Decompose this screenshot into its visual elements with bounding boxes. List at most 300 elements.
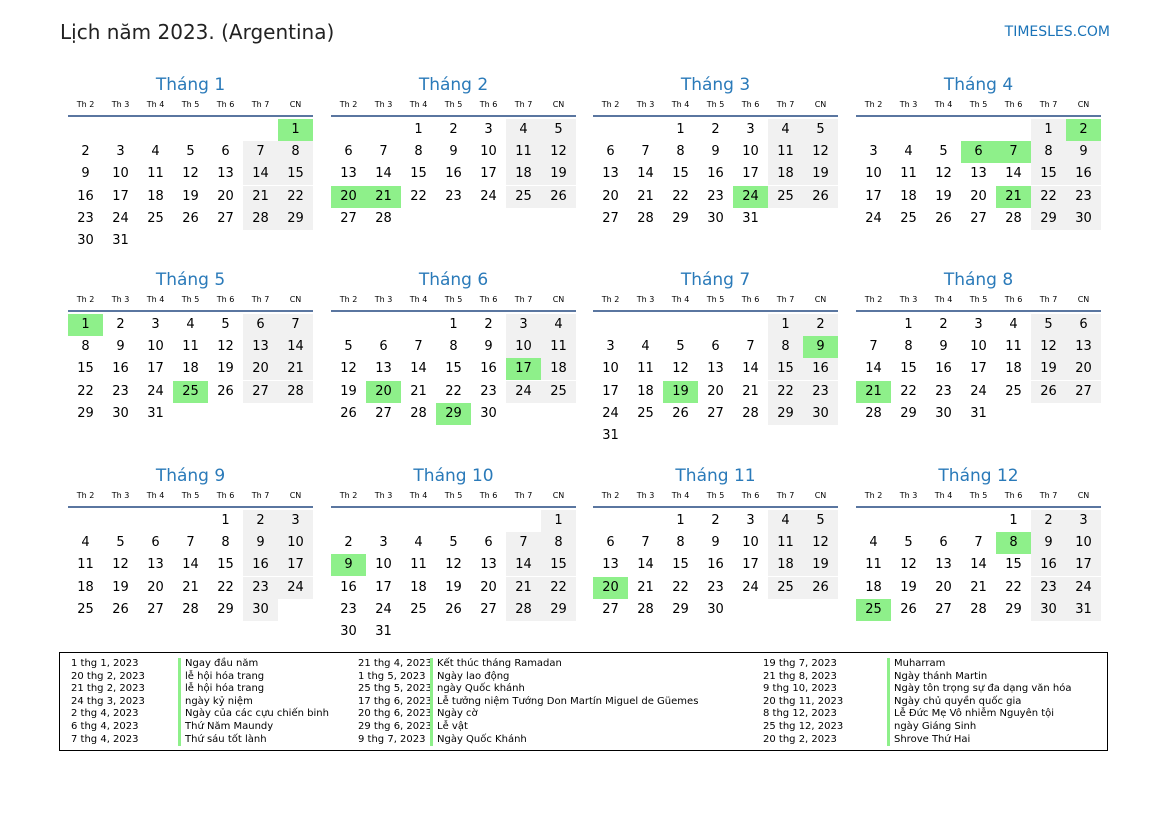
day-cell: 12 bbox=[900, 557, 917, 573]
day-cell: 6 bbox=[379, 339, 388, 355]
day-cell: 18 bbox=[900, 188, 917, 204]
legend-entry bbox=[71, 683, 329, 696]
weekday-label: Th 4 bbox=[409, 100, 428, 109]
day-cell: 22 bbox=[217, 579, 234, 595]
month-8 bbox=[856, 270, 1101, 421]
weekday-label: Th 7 bbox=[776, 100, 795, 109]
day-cell: 17 bbox=[480, 166, 497, 182]
day-cell: 19 bbox=[445, 579, 462, 595]
day-cell: 4 bbox=[151, 144, 160, 160]
legend-entry bbox=[358, 708, 698, 721]
day-cell: 1 bbox=[768, 314, 803, 336]
day-cell: 7 bbox=[746, 339, 755, 355]
day-cell: 16 bbox=[1031, 554, 1066, 576]
day-cell: 3 bbox=[974, 317, 983, 332]
weekday-label: Th 6 bbox=[479, 491, 498, 500]
day-cell: 22 bbox=[1031, 186, 1066, 208]
day-cell: 6 bbox=[606, 535, 615, 551]
day-cell: 9 bbox=[81, 166, 90, 182]
day-cell: 29 bbox=[900, 405, 917, 421]
day-cell: 21 bbox=[637, 188, 654, 204]
holiday-day-cell: 20 bbox=[366, 381, 401, 403]
weekday-label: CN bbox=[1077, 100, 1090, 109]
legend-column bbox=[71, 658, 329, 746]
page-title: Lịch năm 2023. (Argentina) bbox=[60, 20, 335, 44]
weekday-label: Th 2 bbox=[339, 100, 358, 109]
day-cell: 4 bbox=[641, 339, 650, 355]
day-cell: 17 bbox=[970, 361, 987, 377]
holiday-date: 24 thg 3, 2023 bbox=[71, 695, 145, 707]
month-10 bbox=[331, 466, 576, 639]
legend-entry bbox=[358, 734, 698, 747]
day-cell: 29 bbox=[217, 601, 234, 617]
day-cell: 24 bbox=[1066, 577, 1101, 599]
holiday-date: 17 thg 6, 2023 bbox=[358, 695, 432, 707]
day-cell: 11 bbox=[900, 166, 917, 182]
day-cell: 14 bbox=[1005, 166, 1022, 182]
day-cell: 6 bbox=[344, 144, 353, 160]
day-cell: 12 bbox=[445, 557, 462, 573]
day-cell: 27 bbox=[935, 601, 952, 617]
day-cell: 24 bbox=[970, 383, 987, 399]
holiday-date: 21 thg 8, 2023 bbox=[763, 670, 837, 682]
holiday-date: 29 thg 6, 2023 bbox=[358, 720, 432, 732]
day-cell: 29 bbox=[672, 210, 689, 226]
day-cell: 15 bbox=[1005, 557, 1022, 573]
day-cell: 28 bbox=[1005, 210, 1022, 226]
day-cell: 22 bbox=[77, 383, 94, 399]
day-cell: 24 bbox=[278, 577, 313, 599]
month-name: Tháng 8 bbox=[943, 270, 1014, 290]
day-cell: 23 bbox=[445, 188, 462, 204]
day-cell: 8 bbox=[768, 336, 803, 358]
holiday-name: Ngày Quốc Khánh bbox=[430, 734, 527, 747]
day-cell: 7 bbox=[869, 339, 878, 355]
day-cell: 14 bbox=[182, 557, 199, 573]
day-cell: 14 bbox=[375, 166, 392, 182]
day-cell: 31 bbox=[147, 405, 164, 421]
day-cell: 5 bbox=[904, 535, 913, 551]
day-cell: 21 bbox=[637, 579, 654, 595]
day-cell: 13 bbox=[340, 166, 357, 182]
weekday-header bbox=[331, 490, 576, 508]
day-cell: 23 bbox=[803, 381, 838, 403]
day-cell: 5 bbox=[803, 510, 838, 532]
day-cell: 26 bbox=[900, 601, 917, 617]
holiday-name: lễ hội hóa trang bbox=[178, 683, 264, 696]
weekday-label: Th 7 bbox=[251, 491, 270, 500]
weekday-label: CN bbox=[289, 100, 302, 109]
weekday-label: Th 2 bbox=[601, 100, 620, 109]
month-name: Tháng 10 bbox=[413, 466, 494, 486]
day-cell: 12 bbox=[672, 361, 689, 377]
day-cell: 28 bbox=[970, 601, 987, 617]
weekday-label: CN bbox=[289, 491, 302, 500]
holiday-name: Lễ Đức Mẹ Vô nhiễm Nguyên tội bbox=[887, 708, 1054, 721]
holiday-name: lễ hội hóa trang bbox=[178, 671, 264, 684]
legend-column bbox=[358, 658, 698, 746]
legend-entry bbox=[71, 671, 329, 684]
legend-entry bbox=[763, 734, 1072, 747]
weekday-label: CN bbox=[814, 100, 827, 109]
day-cell: 13 bbox=[480, 557, 497, 573]
weekday-label: Th 2 bbox=[76, 295, 95, 304]
day-cell: 8 bbox=[676, 535, 685, 551]
holiday-date: 20 thg 2, 2023 bbox=[763, 733, 837, 745]
day-cell: 16 bbox=[1066, 163, 1101, 185]
day-cell: 30 bbox=[340, 624, 357, 639]
weekday-label: Th 6 bbox=[479, 295, 498, 304]
day-cell: 5 bbox=[1031, 314, 1066, 336]
day-cell: 11 bbox=[768, 141, 803, 163]
weekday-header bbox=[331, 99, 576, 117]
legend-entry bbox=[358, 683, 698, 696]
holiday-day-cell: 1 bbox=[68, 314, 103, 336]
day-cell: 29 bbox=[1031, 208, 1066, 230]
weekday-label: Th 6 bbox=[741, 100, 760, 109]
day-cell: 12 bbox=[541, 141, 576, 163]
day-cell: 13 bbox=[1066, 336, 1101, 358]
day-cell: 6 bbox=[484, 535, 493, 551]
day-cell: 25 bbox=[637, 405, 654, 421]
day-cell: 6 bbox=[1066, 314, 1101, 336]
day-cell: 5 bbox=[116, 535, 125, 551]
day-cell: 21 bbox=[243, 186, 278, 208]
day-cell: 1 bbox=[449, 317, 458, 332]
weekday-label: Th 6 bbox=[1004, 100, 1023, 109]
day-cell: 10 bbox=[506, 336, 541, 358]
holiday-date: 20 thg 11, 2023 bbox=[763, 695, 844, 707]
weekday-label: Th 3 bbox=[111, 491, 130, 500]
day-cell: 5 bbox=[344, 339, 353, 355]
day-cell: 27 bbox=[707, 405, 724, 421]
day-cell: 28 bbox=[865, 405, 882, 421]
day-cell: 3 bbox=[746, 122, 755, 137]
month-7 bbox=[593, 270, 838, 443]
month-name: Tháng 1 bbox=[155, 75, 226, 95]
day-cell: 28 bbox=[375, 210, 392, 226]
day-cell: 12 bbox=[340, 361, 357, 377]
legend-entry bbox=[71, 708, 329, 721]
weekday-label: Th 6 bbox=[479, 100, 498, 109]
day-cell: 3 bbox=[1066, 510, 1101, 532]
day-cell: 3 bbox=[484, 122, 493, 137]
day-cell: 8 bbox=[1031, 141, 1066, 163]
weekday-label: Th 3 bbox=[636, 295, 655, 304]
day-cell: 3 bbox=[746, 513, 755, 528]
day-cell: 14 bbox=[637, 166, 654, 182]
day-cell: 3 bbox=[278, 510, 313, 532]
day-cell: 25 bbox=[768, 186, 803, 208]
day-cell: 27 bbox=[480, 601, 497, 617]
day-cell: 24 bbox=[742, 579, 759, 595]
holiday-name: Lễ tưởng niệm Tướng Don Martín Miguel de Güemes bbox=[430, 696, 698, 709]
weekday-label: Th 5 bbox=[706, 491, 725, 500]
legend-entry bbox=[763, 683, 1072, 696]
holiday-date: 19 thg 7, 2023 bbox=[763, 658, 837, 669]
day-cell: 5 bbox=[676, 339, 685, 355]
day-cell: 16 bbox=[935, 361, 952, 377]
day-cell: 21 bbox=[182, 579, 199, 595]
holiday-day-cell: 20 bbox=[593, 577, 628, 599]
day-cell: 18 bbox=[1005, 361, 1022, 377]
weekday-label: Th 2 bbox=[864, 491, 883, 500]
day-cell: 4 bbox=[1009, 317, 1018, 332]
day-cell: 13 bbox=[217, 166, 234, 182]
holiday-day-cell: 21 bbox=[366, 186, 401, 208]
weekday-label: Th 3 bbox=[899, 491, 918, 500]
holiday-date: 2 thg 4, 2023 bbox=[71, 708, 139, 720]
day-cell: 17 bbox=[375, 579, 392, 595]
weekday-label: Th 4 bbox=[146, 295, 165, 304]
day-cell: 29 bbox=[768, 403, 803, 425]
day-cell: 29 bbox=[1005, 601, 1022, 617]
day-cell: 30 bbox=[935, 405, 952, 421]
day-cell: 1 bbox=[676, 513, 685, 528]
weekday-label: Th 7 bbox=[1039, 491, 1058, 500]
day-cell: 11 bbox=[541, 336, 576, 358]
day-cell: 23 bbox=[707, 188, 724, 204]
day-cell: 20 bbox=[217, 188, 234, 204]
day-cell: 8 bbox=[904, 339, 913, 355]
holiday-name: Muharram bbox=[887, 658, 945, 671]
day-cell: 18 bbox=[182, 361, 199, 377]
legend-entry bbox=[71, 696, 329, 709]
legend-entry bbox=[763, 658, 1072, 671]
day-cell: 12 bbox=[182, 166, 199, 182]
day-cell: 15 bbox=[672, 557, 689, 573]
weekday-label: CN bbox=[552, 491, 565, 500]
site-link[interactable]: TIMESLES.COM bbox=[1004, 24, 1110, 40]
day-cell: 16 bbox=[803, 358, 838, 380]
weekday-label: CN bbox=[1077, 491, 1090, 500]
day-cell: 28 bbox=[182, 601, 199, 617]
day-cell: 28 bbox=[410, 405, 427, 421]
holiday-day-cell: 17 bbox=[506, 358, 541, 380]
day-cell: 27 bbox=[375, 405, 392, 421]
day-cell: 9 bbox=[1066, 141, 1101, 163]
day-cell: 24 bbox=[602, 405, 619, 421]
day-cell: 5 bbox=[803, 119, 838, 141]
day-cell: 13 bbox=[707, 361, 724, 377]
day-cell: 22 bbox=[768, 381, 803, 403]
day-cell: 27 bbox=[243, 381, 278, 403]
day-cell: 2 bbox=[116, 317, 125, 332]
month-name: Tháng 5 bbox=[155, 270, 226, 290]
day-cell: 10 bbox=[970, 339, 987, 355]
holiday-date: 1 thg 1, 2023 bbox=[71, 658, 139, 669]
month-1 bbox=[68, 75, 313, 248]
day-cell: 23 bbox=[112, 383, 129, 399]
day-cell: 20 bbox=[147, 579, 164, 595]
day-cell: 23 bbox=[707, 579, 724, 595]
day-cell: 20 bbox=[602, 188, 619, 204]
weekday-label: Th 7 bbox=[251, 100, 270, 109]
weekday-label: Th 4 bbox=[409, 295, 428, 304]
day-cell: 30 bbox=[112, 405, 129, 421]
weekday-label: Th 2 bbox=[76, 100, 95, 109]
day-cell: 26 bbox=[217, 383, 234, 399]
day-cell: 22 bbox=[672, 188, 689, 204]
holiday-day-cell: 21 bbox=[996, 186, 1031, 208]
day-cell: 18 bbox=[541, 358, 576, 380]
day-cell: 1 bbox=[1031, 119, 1066, 141]
day-cell: 12 bbox=[935, 166, 952, 182]
day-cell: 29 bbox=[278, 208, 313, 230]
weekday-label: Th 6 bbox=[216, 100, 235, 109]
legend-entry bbox=[358, 696, 698, 709]
day-cell: 19 bbox=[935, 188, 952, 204]
weekday-label: Th 7 bbox=[776, 491, 795, 500]
day-cell: 11 bbox=[637, 361, 654, 377]
day-cell: 3 bbox=[116, 144, 125, 160]
day-cell: 2 bbox=[484, 317, 493, 332]
day-cell: 2 bbox=[711, 122, 720, 137]
weekday-label: CN bbox=[1077, 295, 1090, 304]
weekday-label: Th 5 bbox=[444, 100, 463, 109]
day-cell: 17 bbox=[112, 188, 129, 204]
day-cell: 15 bbox=[217, 557, 234, 573]
day-cell: 11 bbox=[1005, 339, 1022, 355]
day-cell: 27 bbox=[970, 210, 987, 226]
day-cell: 15 bbox=[410, 166, 427, 182]
day-cell: 20 bbox=[935, 579, 952, 595]
holiday-date: 9 thg 10, 2023 bbox=[763, 683, 837, 695]
legend-entry bbox=[763, 708, 1072, 721]
weekday-label: Th 3 bbox=[899, 100, 918, 109]
day-cell: 15 bbox=[278, 163, 313, 185]
legend-column bbox=[763, 658, 1072, 746]
day-cell: 9 bbox=[116, 339, 125, 355]
day-cell: 30 bbox=[243, 599, 278, 621]
holiday-name: Ngày chủ quyền quốc gia bbox=[887, 696, 1021, 709]
weekday-label: Th 2 bbox=[864, 295, 883, 304]
holiday-date: 21 thg 4, 2023 bbox=[358, 658, 432, 669]
legend-entry bbox=[71, 734, 329, 747]
day-cell: 30 bbox=[480, 405, 497, 421]
day-cell: 18 bbox=[410, 579, 427, 595]
day-cell: 10 bbox=[112, 166, 129, 182]
day-cell: 31 bbox=[112, 233, 129, 248]
day-cell: 30 bbox=[707, 210, 724, 226]
day-cell: 22 bbox=[278, 186, 313, 208]
day-cell: 16 bbox=[77, 188, 94, 204]
weekday-label: Th 3 bbox=[636, 100, 655, 109]
weekday-header bbox=[331, 294, 576, 312]
weekday-label: Th 6 bbox=[1004, 491, 1023, 500]
day-cell: 15 bbox=[768, 358, 803, 380]
holiday-day-cell: 24 bbox=[733, 186, 768, 208]
day-cell: 26 bbox=[803, 186, 838, 208]
day-cell: 25 bbox=[768, 577, 803, 599]
month-2 bbox=[331, 75, 576, 226]
weekday-label: Th 4 bbox=[671, 295, 690, 304]
day-cell: 26 bbox=[340, 405, 357, 421]
day-cell: 10 bbox=[742, 144, 759, 160]
day-cell: 21 bbox=[506, 577, 541, 599]
weekday-label: Th 6 bbox=[216, 491, 235, 500]
day-cell: 5 bbox=[939, 144, 948, 160]
day-cell: 13 bbox=[970, 166, 987, 182]
day-cell: 8 bbox=[541, 532, 576, 554]
weekday-label: Th 3 bbox=[899, 295, 918, 304]
day-cell: 27 bbox=[340, 210, 357, 226]
day-cell: 19 bbox=[182, 188, 199, 204]
weekday-label: Th 2 bbox=[864, 100, 883, 109]
holiday-name: Thứ Năm Maundy bbox=[178, 721, 273, 734]
weekday-label: Th 3 bbox=[374, 295, 393, 304]
day-cell: 22 bbox=[541, 577, 576, 599]
day-cell: 9 bbox=[449, 144, 458, 160]
day-cell: 30 bbox=[1031, 599, 1066, 621]
day-cell: 9 bbox=[1031, 532, 1066, 554]
holiday-day-cell: 20 bbox=[331, 186, 366, 208]
day-cell: 28 bbox=[243, 208, 278, 230]
day-cell: 17 bbox=[147, 361, 164, 377]
weekday-label: Th 5 bbox=[969, 295, 988, 304]
holiday-name: Ngày lao động bbox=[430, 671, 509, 684]
day-cell: 16 bbox=[480, 361, 497, 377]
day-cell: 9 bbox=[711, 144, 720, 160]
day-cell: 19 bbox=[112, 579, 129, 595]
weekday-header bbox=[593, 294, 838, 312]
holiday-date: 1 thg 5, 2023 bbox=[358, 670, 426, 682]
day-cell: 16 bbox=[112, 361, 129, 377]
day-cell: 2 bbox=[803, 314, 838, 336]
day-cell: 3 bbox=[606, 339, 615, 355]
day-cell: 25 bbox=[1005, 383, 1022, 399]
day-cell: 4 bbox=[869, 535, 878, 551]
weekday-label: Th 3 bbox=[636, 491, 655, 500]
day-cell: 20 bbox=[480, 579, 497, 595]
day-cell: 8 bbox=[81, 339, 90, 355]
weekday-label: CN bbox=[289, 295, 302, 304]
day-cell: 17 bbox=[742, 166, 759, 182]
month-name: Tháng 4 bbox=[943, 75, 1014, 95]
holiday-name: Lễ vật bbox=[430, 721, 468, 734]
holiday-date: 7 thg 4, 2023 bbox=[71, 733, 139, 745]
day-cell: 11 bbox=[77, 557, 94, 573]
holiday-name: ngày Giáng Sinh bbox=[887, 721, 976, 734]
day-cell: 8 bbox=[449, 339, 458, 355]
month-name: Tháng 6 bbox=[418, 270, 489, 290]
month-name: Tháng 9 bbox=[155, 466, 226, 486]
holiday-name: Thứ sáu tốt lành bbox=[178, 734, 267, 747]
day-cell: 21 bbox=[970, 579, 987, 595]
day-cell: 12 bbox=[1031, 336, 1066, 358]
day-cell: 9 bbox=[484, 339, 493, 355]
day-cell: 15 bbox=[541, 554, 576, 576]
holiday-day-cell: 25 bbox=[173, 381, 208, 403]
weekday-label: Th 5 bbox=[969, 491, 988, 500]
weekday-label: CN bbox=[814, 295, 827, 304]
holiday-date: 6 thg 4, 2023 bbox=[71, 720, 139, 732]
day-cell: 7 bbox=[974, 535, 983, 551]
day-cell: 19 bbox=[803, 554, 838, 576]
day-cell: 1 bbox=[221, 513, 230, 528]
day-cell: 18 bbox=[506, 163, 541, 185]
day-cell: 16 bbox=[707, 166, 724, 182]
weekday-label: Th 6 bbox=[216, 295, 235, 304]
day-cell: 14 bbox=[970, 557, 987, 573]
day-cell: 23 bbox=[935, 383, 952, 399]
day-cell: 14 bbox=[865, 361, 882, 377]
day-cell: 22 bbox=[900, 383, 917, 399]
day-cell: 4 bbox=[414, 535, 423, 551]
day-cell: 23 bbox=[1066, 186, 1101, 208]
holiday-name: Ngày thánh Martin bbox=[887, 671, 987, 684]
day-cell: 14 bbox=[506, 554, 541, 576]
